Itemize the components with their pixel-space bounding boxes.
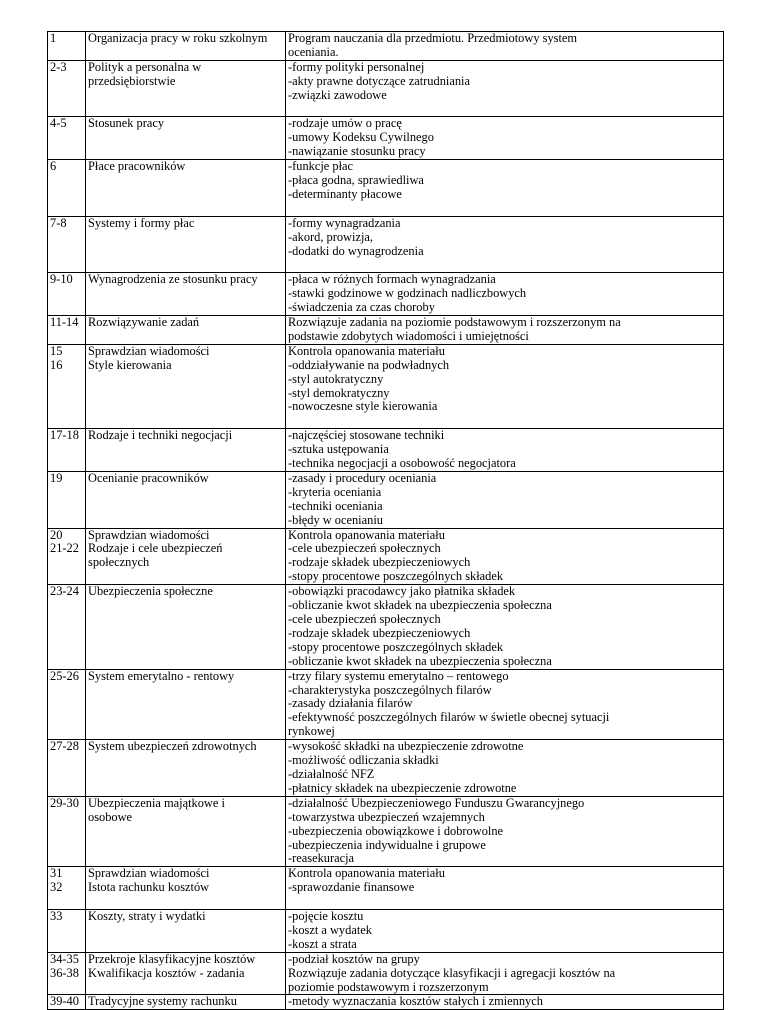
lesson-number-text: 9-10: [50, 273, 73, 287]
topic-cell: [86, 117, 286, 160]
content-text: -stopy procentowe poszczególnych składek: [288, 570, 504, 584]
content-cell: [286, 60, 724, 117]
lesson-number-cell: [48, 952, 86, 995]
lesson-number-text: 6: [50, 160, 57, 174]
lesson-number-text: 11-14: [50, 316, 79, 330]
content-text: -nowoczesne style kierowania: [288, 400, 438, 414]
table-row: [48, 952, 724, 995]
content-text: -obliczanie kwot składek na ubezpieczenia społeczna: [288, 654, 552, 668]
table-row: [48, 471, 724, 528]
topic-text: Koszty, straty i wydatki: [88, 910, 206, 924]
lesson-number-text: 20: [50, 528, 63, 542]
lesson-number-cell: [48, 740, 86, 797]
topic-text: Przekroje klasyfikacyjne kosztów: [88, 952, 256, 966]
content-cell: [286, 867, 724, 910]
lesson-number-text: 31: [50, 867, 63, 881]
content-cell: [286, 32, 724, 61]
topic-text: System emerytalno - rentowy: [88, 669, 235, 683]
content-text: -reasekuracja: [288, 852, 355, 866]
content-text: -działalność Ubezpieczeniowego Funduszu Gwarancyjnego: [288, 796, 585, 810]
table-row: [48, 740, 724, 797]
topic-cell: [86, 995, 286, 1010]
content-cell: [286, 796, 724, 867]
topic-text: Rodzaje i techniki negocjacji: [88, 429, 233, 443]
content-text: -obowiązki pracodawcy jako płatnika składek: [288, 585, 516, 599]
topic-text: Wynagrodzenia ze stosunku pracy: [88, 273, 258, 287]
curriculum-table-body: [48, 32, 724, 1010]
content-text: -styl demokratyczny: [288, 386, 390, 400]
content-cell: [286, 740, 724, 797]
content-text: -błędy w ocenianiu: [288, 513, 383, 527]
content-cell: [286, 344, 724, 428]
lesson-number-text: 29-30: [50, 796, 79, 810]
topic-text: Płace pracowników: [88, 160, 186, 174]
lesson-number-text: 32: [50, 881, 63, 895]
topic-cell: [86, 429, 286, 472]
topic-text: System ubezpieczeń zdrowotnych: [88, 740, 257, 754]
lesson-number-text: 39-40: [50, 995, 79, 1009]
content-text: Kontrola opanowania materiału: [288, 344, 445, 358]
table-row: [48, 117, 724, 160]
topic-text: Sprawdzian wiadomości: [88, 528, 210, 542]
content-text: -możliwość odliczania składki: [288, 754, 439, 768]
content-text: -płaca godna, sprawiedliwa: [288, 174, 424, 188]
content-text: -funkcje płac: [288, 160, 354, 174]
lesson-number-text: 4-5: [50, 117, 67, 131]
lesson-number-cell: [48, 32, 86, 61]
table-row: [48, 273, 724, 316]
topic-cell: [86, 60, 286, 117]
content-text: -sztuka ustępowania: [288, 443, 389, 457]
content-text: -stawki godzinowe w godzinach nadliczbowych: [288, 287, 527, 301]
content-text: -dodatki do wynagrodzenia: [288, 244, 424, 258]
content-text: -techniki oceniania: [288, 499, 383, 513]
content-text: -rodzaje umów o pracę: [288, 117, 402, 131]
content-text: -pojęcie kosztu: [288, 910, 364, 924]
content-text: -akord, prowizja,: [288, 230, 373, 244]
lesson-number-cell: [48, 160, 86, 217]
topic-text: Sprawdzian wiadomości: [88, 344, 210, 358]
lesson-number-cell: [48, 429, 86, 472]
content-text: -metody wyznaczania kosztów stałych i zmiennych: [288, 995, 543, 1009]
content-text: Rozwiązuje zadania na poziomie podstawowym i rozszerzonym na: [288, 316, 621, 330]
content-text: Kontrola opanowania materiału: [288, 867, 445, 881]
lesson-number-text: 2-3: [50, 60, 67, 74]
topic-cell: [86, 528, 286, 585]
content-text: -płatnicy składek na ubezpieczenie zdrowotne: [288, 781, 517, 795]
content-cell: [286, 528, 724, 585]
lesson-number-text: 33: [50, 910, 63, 924]
table-row: [48, 216, 724, 273]
lesson-number-cell: [48, 995, 86, 1010]
topic-cell: [86, 216, 286, 273]
content-text: -zasady działania filarów: [288, 697, 413, 711]
topic-text: Sprawdzian wiadomości: [88, 867, 210, 881]
topic-cell: [86, 952, 286, 995]
content-text: rynkowej: [288, 725, 335, 739]
lesson-number-cell: [48, 273, 86, 316]
table-row: [48, 867, 724, 910]
lesson-number-cell: [48, 910, 86, 953]
content-text: podstawie zdobytych wiadomości i umiejętności: [288, 329, 529, 343]
content-text: Program nauczania dla przedmiotu. Przedmiotowy system: [288, 32, 578, 45]
lesson-number-cell: [48, 60, 86, 117]
table-row: [48, 316, 724, 345]
topic-text: Rodzaje i cele ubezpieczeń: [88, 542, 223, 556]
content-cell: [286, 316, 724, 345]
topic-cell: [86, 910, 286, 953]
topic-cell: [86, 585, 286, 669]
topic-text: przedsiębiorstwie: [88, 74, 176, 88]
lesson-number-cell: [48, 585, 86, 669]
content-text: -formy wynagradzania: [288, 216, 401, 230]
content-text: -sprawozdanie finansowe: [288, 881, 415, 895]
table-row: [48, 32, 724, 61]
content-text: -oddziaływanie na podwładnych: [288, 358, 450, 372]
content-cell: [286, 585, 724, 669]
topic-cell: [86, 344, 286, 428]
topic-text: społecznych: [88, 556, 150, 570]
content-text: -cele ubezpieczeń społecznych: [288, 613, 441, 627]
content-text: -podział kosztów na grupy: [288, 952, 420, 966]
topic-text: Kwalifikacja kosztów - zadania: [88, 966, 245, 980]
document-page: [47, 31, 723, 1010]
lesson-number-cell: [48, 669, 86, 740]
topic-text: Istota rachunku kosztów: [88, 881, 210, 895]
content-text: -trzy filary systemu emerytalno – rentowego: [288, 669, 509, 683]
table-row: [48, 160, 724, 217]
topic-cell: [86, 316, 286, 345]
lesson-number-cell: [48, 471, 86, 528]
content-text: -rodzaje składek ubezpieczeniowych: [288, 556, 471, 570]
lesson-number-text: 21-22: [50, 542, 79, 556]
lesson-number-cell: [48, 316, 86, 345]
content-text: -ubezpieczenia indywidualne i grupowe: [288, 838, 486, 852]
content-cell: [286, 995, 724, 1010]
topic-cell: [86, 273, 286, 316]
lesson-number-cell: [48, 867, 86, 910]
topic-cell: [86, 160, 286, 217]
topic-cell: [86, 740, 286, 797]
content-text: -obliczanie kwot składek na ubezpieczenia społeczna: [288, 599, 552, 613]
table-row: [48, 528, 724, 585]
lesson-number-cell: [48, 117, 86, 160]
content-text: -towarzystwa ubezpieczeń wzajemnych: [288, 810, 485, 824]
table-row: [48, 585, 724, 669]
topic-text: Style kierowania: [88, 358, 172, 372]
content-text: -rodzaje składek ubezpieczeniowych: [288, 626, 471, 640]
lesson-number-text: 16: [50, 358, 63, 372]
lesson-number-text: 27-28: [50, 740, 79, 754]
lesson-number-text: 25-26: [50, 669, 79, 683]
content-text: -efektywność poszczególnych filarów w świetle obecnej sytuacji: [288, 711, 610, 725]
lesson-number-text: 34-35: [50, 952, 79, 966]
lesson-number-text: 7-8: [50, 216, 67, 230]
content-text: -koszt a strata: [288, 937, 357, 951]
content-text: oceniania.: [288, 45, 339, 59]
content-text: -najczęściej stosowane techniki: [288, 429, 445, 443]
topic-text: osobowe: [88, 810, 133, 824]
content-text: -ubezpieczenia obowiązkowe i dobrowolne: [288, 824, 504, 838]
lesson-number-cell: [48, 344, 86, 428]
lesson-number-text: 36-38: [50, 966, 79, 980]
topic-text: Ocenianie pracowników: [88, 471, 209, 485]
content-cell: [286, 117, 724, 160]
topic-text: Ubezpieczenia majątkowe i: [88, 796, 225, 810]
content-cell: [286, 669, 724, 740]
topic-cell: [86, 796, 286, 867]
topic-cell: [86, 32, 286, 61]
table-row: [48, 60, 724, 117]
content-text: -umowy Kodeksu Cywilnego: [288, 131, 434, 145]
lesson-number-text: 15: [50, 344, 63, 358]
content-cell: [286, 910, 724, 953]
content-text: -technika negocjacji a osobowość negocjatora: [288, 457, 516, 471]
table-row: [48, 669, 724, 740]
topic-cell: [86, 669, 286, 740]
content-text: -cele ubezpieczeń społecznych: [288, 542, 441, 556]
curriculum-table: [47, 31, 724, 1010]
content-text: -styl autokratyczny: [288, 372, 384, 386]
content-text: -stopy procentowe poszczególnych składek: [288, 640, 504, 654]
lesson-number-text: 23-24: [50, 585, 79, 599]
table-row: [48, 995, 724, 1010]
content-cell: [286, 160, 724, 217]
content-text: -formy polityki personalnej: [288, 60, 425, 74]
topic-text: Stosunek pracy: [88, 117, 165, 131]
topic-text: Rozwiązywanie zadań: [88, 316, 200, 330]
content-cell: [286, 429, 724, 472]
content-text: -działalność NFZ: [288, 767, 375, 781]
content-text: -nawiązanie stosunku pracy: [288, 145, 426, 159]
content-text: -zasady i procedury oceniania: [288, 471, 437, 485]
table-row: [48, 344, 724, 428]
topic-text: Polityk a personalna w: [88, 60, 202, 74]
table-row: [48, 910, 724, 953]
content-text: -świadczenia za czas choroby: [288, 301, 435, 315]
table-row: [48, 796, 724, 867]
lesson-number-text: 1: [50, 32, 57, 45]
lesson-number-cell: [48, 796, 86, 867]
lesson-number-text: 19: [50, 471, 63, 485]
content-cell: [286, 471, 724, 528]
content-text: -koszt a wydatek: [288, 923, 372, 937]
content-text: -kryteria oceniania: [288, 485, 382, 499]
lesson-number-cell: [48, 528, 86, 585]
topic-text: Ubezpieczenia społeczne: [88, 585, 213, 599]
topic-text: Organizacja pracy w roku szkolnym: [88, 32, 268, 45]
topic-text: Tradycyjne systemy rachunku: [88, 995, 237, 1009]
content-text: poziomie podstawowym i rozszerzonym: [288, 980, 489, 994]
content-text: -płaca w różnych formach wynagradzania: [288, 273, 496, 287]
content-text: -związki zawodowe: [288, 88, 387, 102]
content-text: Kontrola opanowania materiału: [288, 528, 445, 542]
table-row: [48, 429, 724, 472]
content-text: -akty prawne dotyczące zatrudniania: [288, 74, 470, 88]
content-text: -charakterystyka poszczególnych filarów: [288, 683, 492, 697]
content-cell: [286, 952, 724, 995]
content-text: Rozwiązuje zadania dotyczące klasyfikacji i agregacji kosztów na: [288, 966, 616, 980]
lesson-number-cell: [48, 216, 86, 273]
content-text: -wysokość składki na ubezpieczenie zdrowotne: [288, 740, 524, 754]
topic-text: Systemy i formy płac: [88, 216, 195, 230]
lesson-number-text: 17-18: [50, 429, 79, 443]
topic-cell: [86, 867, 286, 910]
content-text: -determinanty płacowe: [288, 187, 402, 201]
content-cell: [286, 273, 724, 316]
content-cell: [286, 216, 724, 273]
topic-cell: [86, 471, 286, 528]
